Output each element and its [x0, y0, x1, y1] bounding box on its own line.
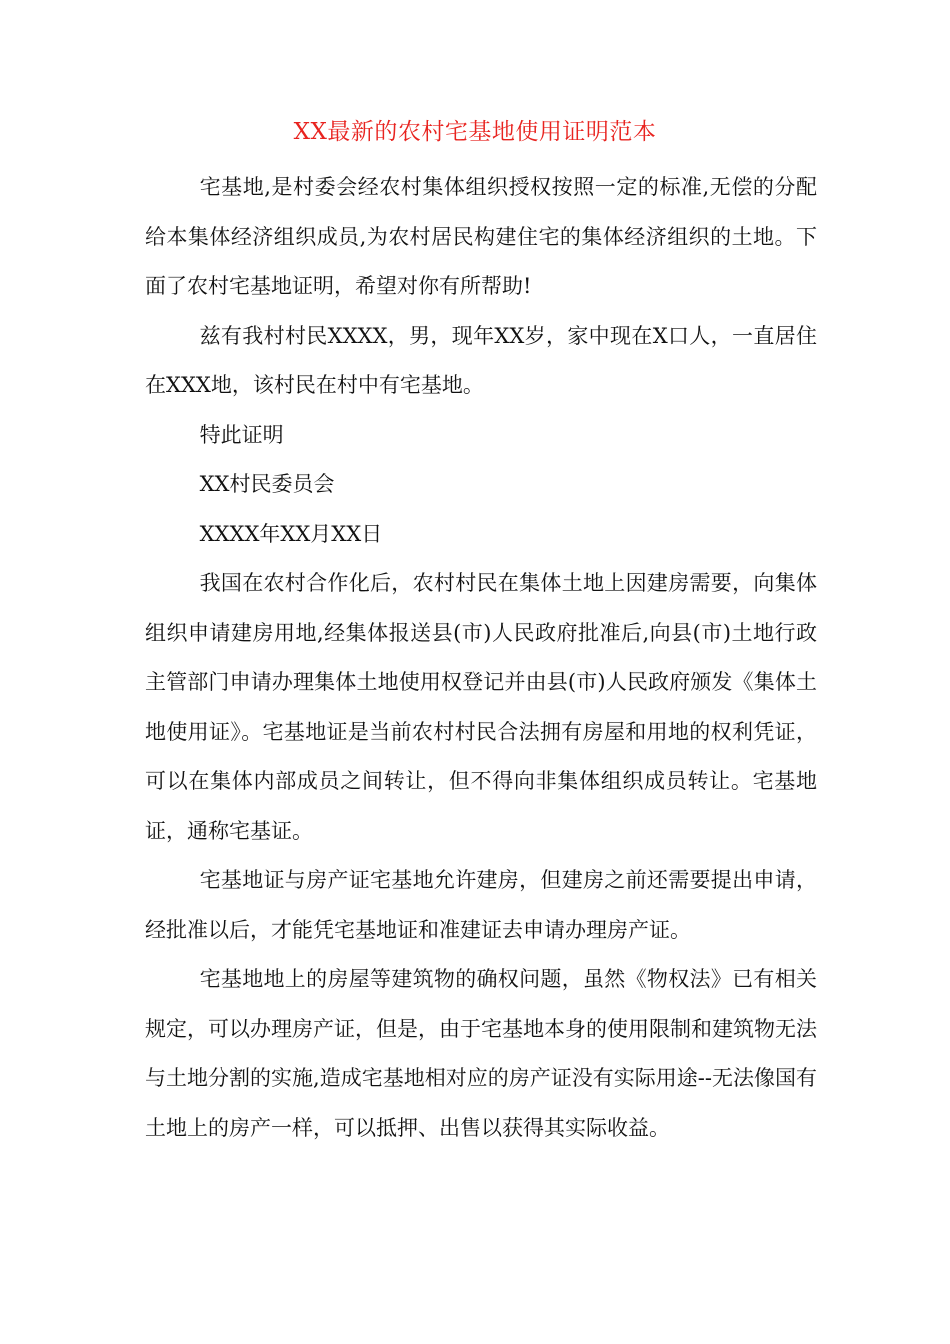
paragraph-background: 我国在农村合作化后，农村村民在集体土地上因建房需要，向集体组织申请建房用地,经集体报送县(市)人民政府批准后,向县(市)土地行政主管部门申请办理集体土地使用权登记并由县(市)人民政府颁发《集体土地使用证》。宅基地证是当前农村村民合法拥有房屋和用地的权利凭证，可以在集体内部成员之间转让，但不得向非集体组织成员转让。宅基地证，通称宅基证。 [145, 571, 817, 843]
paragraph-ownership: 宅基地地上的房屋等建筑物的确权问题，虽然《物权法》已有相关规定，可以办理房产证，但是，由于宅基地本身的使用限制和建筑物无法与土地分割的实施,造成宅基地相对应的房产证没有实际用途--无法像国有土地上的房产一样，可以抵押、出售以获得其实际收益。 [145, 967, 817, 1140]
paragraph-hereby-certify: 特此证明 [199, 422, 284, 447]
paragraph-committee: XX村民委员会 [199, 472, 335, 496]
paragraph-certificate: 兹有我村村民XXXX，男，现年XX岁，家中现在X口人，一直居住在XXX地，该村民在村中有宅基地。 [145, 323, 817, 397]
paragraph-relation: 宅基地证与房产证宅基地允许建房，但建房之前还需要提出申请，经批准以后，才能凭宅基地证和准建证去申请办理房产证。 [145, 868, 817, 942]
paragraph-date: XXXX年XX月XX日 [199, 521, 383, 546]
paragraph-intro: 宅基地,是村委会经农村集体组织授权按照一定的标准,无偿的分配给本集体经济组织成员,为农村居民构建住宅的集体经济组织的土地。下面了农村宅基地证明，希望对你有所帮助! [145, 175, 817, 298]
document-body [145, 163, 817, 1153]
document-title: XX最新的农村宅基地使用证明范本 [293, 119, 657, 145]
